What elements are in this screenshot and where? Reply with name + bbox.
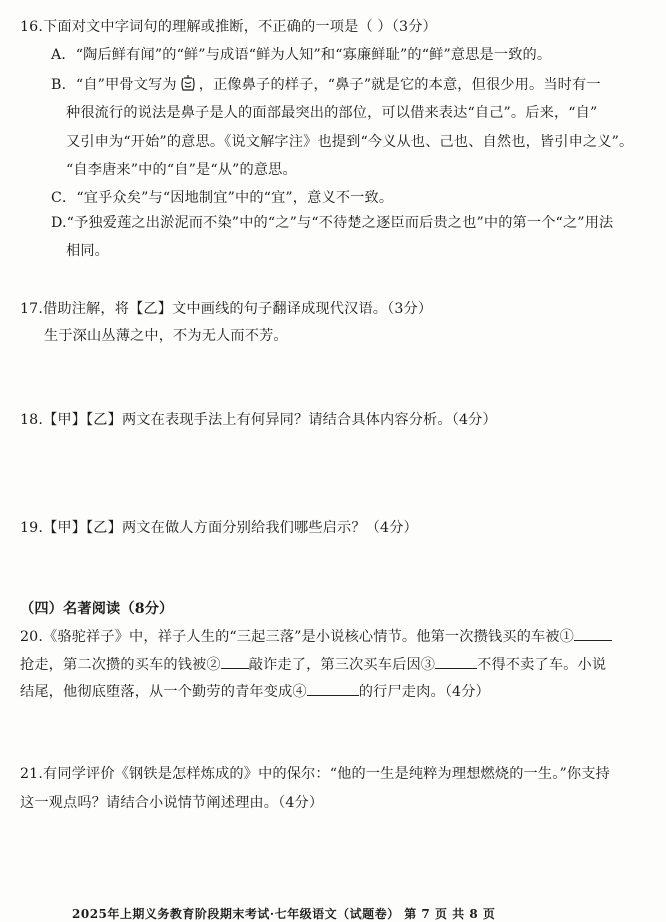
q19-stem: 19.【甲】【乙】两文在做人方面分别给我们哪些启示？（4分） [20, 520, 418, 536]
q16-option-d-line2: 相同。 [66, 243, 110, 259]
q16-option-d-line1: D.“予独爱莲之出淤泥而不染”中的“之”与“不待楚之逐臣而后贵之也”中的第一个“之”用法 [51, 215, 614, 231]
q20-line2-text-b: 敲诈走了，第三次买车后因③ [248, 657, 436, 673]
q17-stem: 17.借助注解，将【乙】文中画线的句子翻译成现代汉语。（3分） [20, 301, 433, 317]
section-title: （四）名著阅读（8分） [20, 601, 174, 617]
q16-option-b-suffix: ，正像鼻子的样子，“鼻子”就是它的本意，但很少用。当时有一 [198, 77, 601, 93]
answer-blank-2[interactable] [221, 654, 249, 669]
q18-stem: 18.【甲】【乙】两文在表现手法上有何异同？请结合具体内容分析。（4分） [20, 412, 497, 428]
answer-blank-4[interactable] [307, 681, 359, 696]
q21-line2: 这一观点吗？请结合小说情节阐述理由。（4分） [20, 795, 324, 811]
q20-line2-text-c: 不得不卖了车。小说 [477, 657, 607, 673]
q20-line3-text-a: 结尾，他彻底堕落，从一个勤劳的青年变成④ [20, 684, 307, 700]
q20-line3 [20, 681, 490, 702]
q16-option-b-line2: 种很流行的说法是鼻子是人的面部最突出的部位，可以借来表达“自己”。后来，“自” [66, 105, 598, 121]
q17-sentence: 生于深山丛薄之中，不为无人而不芳。 [44, 328, 288, 344]
q20-line2 [20, 654, 606, 675]
page-footer: 2025年上期义务教育阶段期末考试·七年级语文（试题卷） 第 7 页 共 8 页 [72, 907, 496, 921]
q16-option-c: C．“宜乎众矣”与“因地制宜”中的“宜”，意义不一致。 [51, 190, 394, 206]
answer-blank-3[interactable] [435, 654, 477, 669]
oracle-bone-zi-icon [179, 74, 197, 92]
q16-option-b-line1 [51, 74, 601, 95]
q20-line3-text-b: 的行尸走肉。（4分） [358, 684, 490, 700]
q16-option-b-line4: “自李唐来”中的“自”是“从”的意思。 [66, 162, 297, 178]
q16-stem: 16.下面对文中字词句的理解或推断，不正确的一项是（ ）（3分） [20, 19, 437, 35]
q16-option-b-line3: 又引申为“开始”的意思。《说文解字注》也提到“今义从也、己也、自然也，皆引申之义”。 [66, 134, 634, 150]
q21-line1: 21.有同学评价《钢铁是怎样炼成的》中的保尔：“他的一生是纯粹为理想燃烧的一生。”你支持 [20, 766, 610, 782]
q20-line1-text: 20.《骆驼祥子》中，祥子人生的“三起三落”是小说核心情节。他第一次攒钱买的车被① [20, 629, 574, 645]
q20-line1 [20, 626, 612, 647]
q20-line2-text-a: 抢走，第二次攒的买车的钱被② [20, 657, 221, 673]
q16-option-a: A．“陶后鲜有闻”的“鲜”与成语“鲜为人知”和“寡廉鲜耻”的“鲜”意思是一致的。 [51, 47, 552, 63]
answer-blank-1[interactable] [574, 626, 612, 641]
q16-option-b-prefix: B．“自”甲骨文写为 [51, 77, 177, 93]
